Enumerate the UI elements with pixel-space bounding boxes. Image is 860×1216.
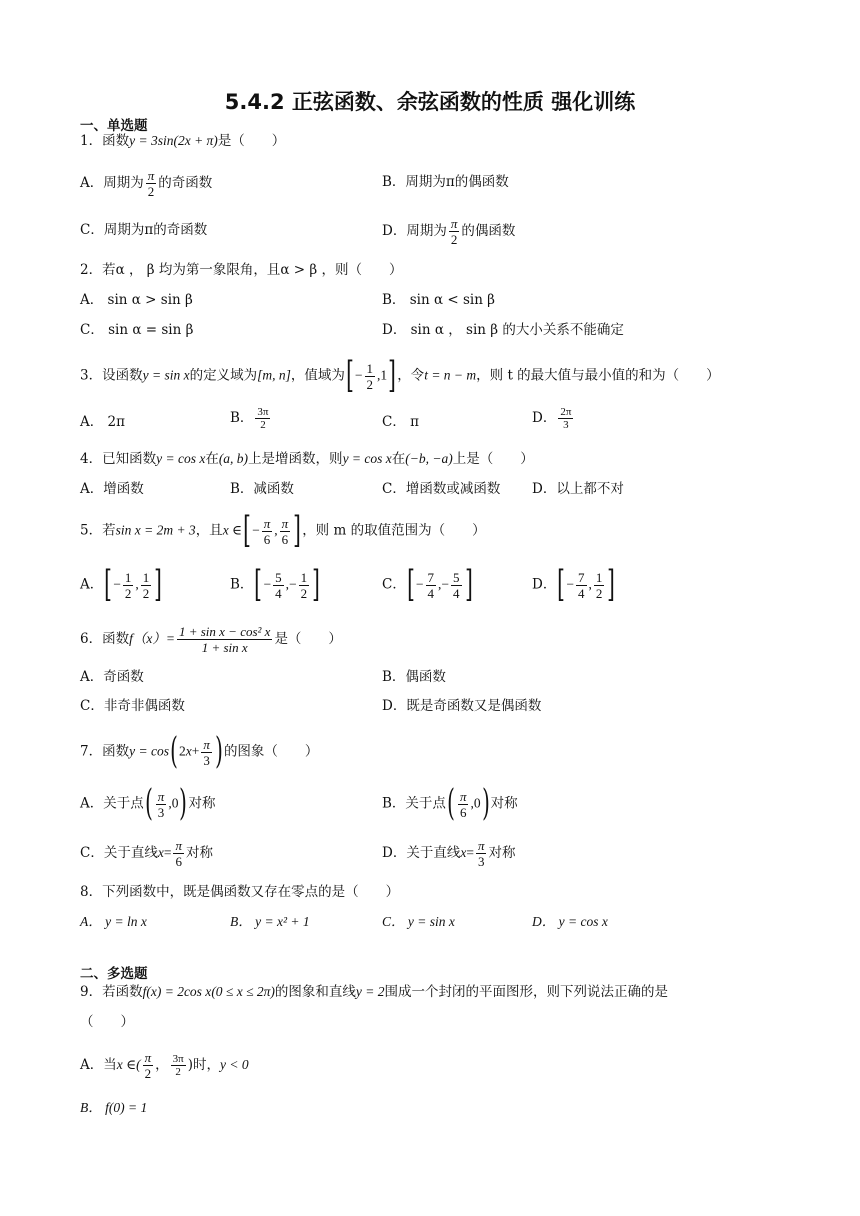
- section-single-choice: 一、单选题: [80, 118, 148, 134]
- question-2-option-a: A． sin α > sin β: [80, 292, 193, 308]
- question-1-option-a: A．周期为 $\frac{\pi}{2}$ 的奇函数: [80, 168, 213, 199]
- question-4-option-c: C．增函数或减函数: [382, 481, 501, 497]
- question-7-option-c: C．关于直线x= $\frac{\pi}{6}$ 对称: [80, 838, 213, 869]
- question-4-stem: 4．已知函数y = cos x在(a, b)上是增函数，则y = cos x在(−b, −a)上是（ ）: [80, 451, 534, 467]
- question-3-option-c: C． π: [382, 414, 419, 430]
- question-8-option-c: C． y = sin x: [382, 914, 455, 929]
- question-7-option-a: A．关于点( $\frac{\pi}{3}$ ,0)对称: [80, 783, 216, 824]
- question-7-option-b: B．关于点( $\frac{\pi}{6}$ ,0)对称: [382, 783, 518, 824]
- question-6-option-c: C．非奇非偶函数: [80, 698, 185, 714]
- question-2-option-b: B． sin α < sin β: [382, 292, 495, 308]
- question-6-option-b: B．偶函数: [382, 669, 446, 685]
- question-3-option-b: B． $\frac{3\pi}{2}$: [230, 406, 269, 431]
- question-6-stem: 6．函数f（x）= $\frac{\text{1 + sin x − cos² x}}{\text{1 + sin x}}$ 是（ ）: [80, 624, 342, 655]
- question-6-option-a: A．奇函数: [80, 669, 144, 685]
- question-6-option-d: D．既是奇函数又是偶函数: [382, 698, 542, 714]
- question-9-stem: 9．若函数f(x) = 2cos x(0 ≤ x ≤ 2π)的图象和直线y = 2围成一个封闭的平面图形，则下列说法正确的是: [80, 984, 668, 1000]
- question-9-option-a: A．当x ∈( $\frac{\pi}{2}$ ， $\frac{3\pi}{2}$ )时，y < 0: [80, 1050, 249, 1081]
- page-title: 5.4.2 正弦函数、余弦函数的性质 强化训练: [224, 90, 636, 114]
- question-5-stem: 5．若sin x = 2m + 3，且x ∈[− $\frac{\pi}{6}$ , $\frac{\pi}{6}$ ]，则 m 的取值范围为（ ）: [80, 510, 486, 551]
- question-5-option-a: A．[− $\frac{1}{2}$ , $\frac{1}{2}$ ]: [80, 564, 163, 605]
- question-9-stem-continued: （ ）: [80, 1014, 134, 1030]
- question-1-option-b: B．周期为π的偶函数: [382, 174, 509, 190]
- question-5-option-b: B．[− $\frac{5}{4}$ ,− $\frac{1}{2}$ ]: [230, 564, 320, 605]
- question-3-option-d: D． $\frac{2\pi}{3}$: [532, 406, 572, 431]
- question-8-option-d: D． y = cos x: [532, 914, 608, 929]
- question-1-option-d: D．周期为 $\frac{\pi}{2}$ 的偶函数: [382, 216, 516, 247]
- question-5-option-c: C．[− $\frac{7}{4}$ ,− $\frac{5}{4}$ ]: [382, 564, 473, 605]
- question-4-option-d: D．以上都不对: [532, 481, 624, 497]
- question-2-option-c: C． sin α = sin β: [80, 322, 194, 338]
- question-4-option-a: A．增函数: [80, 481, 144, 497]
- question-4-option-b: B．减函数: [230, 481, 294, 497]
- question-5-option-d: D．[− $\frac{7}{4}$ , $\frac{1}{2}$ ]: [532, 564, 616, 605]
- question-1-option-c: C．周期为π的奇函数: [80, 222, 208, 238]
- question-3-stem: 3．设函数y = sin x的定义域为[m, n]，值域为[− $\frac{1}{2}$ ,1]，令t = n − m，则 t 的最大值与最小值的和为（ ）: [80, 355, 720, 396]
- question-7-stem: 7．函数y = cos(2x+ $\frac{\pi}{3}$ )的图象（ ）: [80, 731, 319, 772]
- question-8-option-a: A． y = ln x: [80, 914, 147, 929]
- question-2-option-d: D． sin α ， sin β 的大小关系不能确定: [382, 322, 624, 338]
- question-8-stem: 8．下列函数中，既是偶函数又存在零点的是（ ）: [80, 884, 400, 900]
- question-9-option-b: B． f(0) = 1: [80, 1100, 148, 1115]
- question-7-option-d: D．关于直线x= $\frac{\pi}{3}$ 对称: [382, 838, 516, 869]
- section-multi-choice: 二、多选题: [80, 966, 148, 982]
- question-8-option-b: B． y = x² + 1: [230, 914, 310, 929]
- question-2-stem: 2．若α ， β 均为第一象限角，且α > β ，则（ ）: [80, 262, 403, 278]
- question-3-option-a: A． 2π: [80, 414, 126, 430]
- question-1-stem: 1．函数y = 3sin(2x + π)是（ ）: [80, 133, 286, 149]
